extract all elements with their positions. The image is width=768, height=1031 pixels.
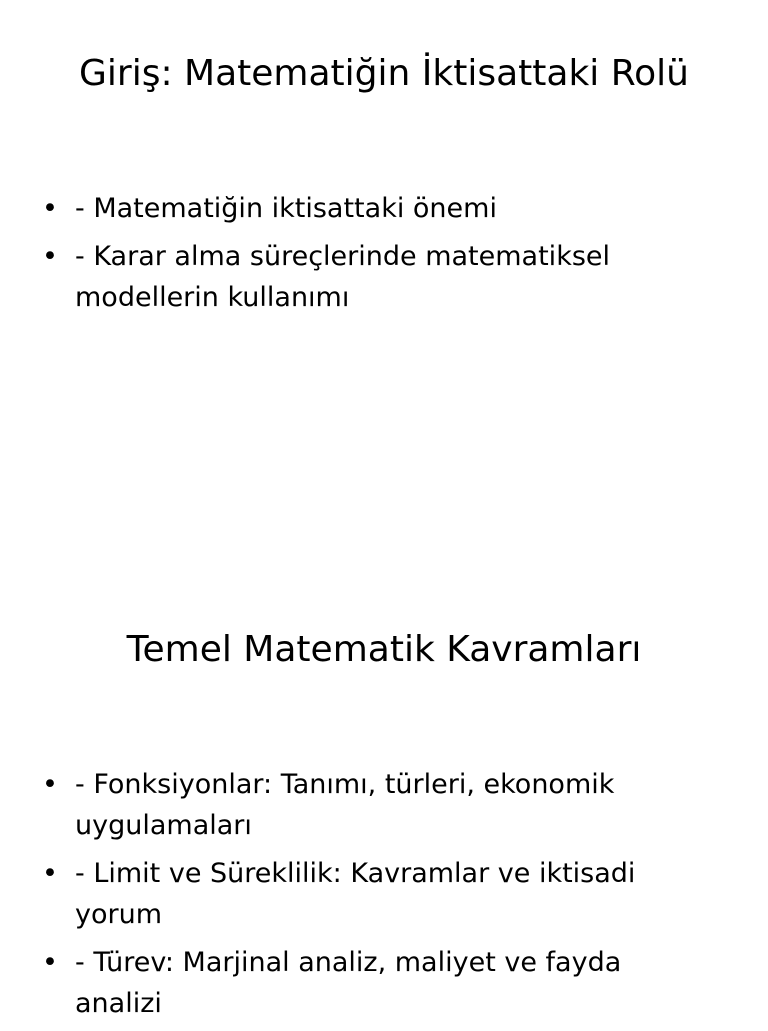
bullet-list [42,764,652,1031]
slide-title: Temel Matematik Kavramları [126,629,642,670]
bullet-text: - Matematiğin iktisattaki önemi [75,193,497,224]
bullet-icon: • [42,769,58,800]
bullet-icon: • [42,947,58,978]
slide-title: Giriş: Matematiğin İktisattaki Rolü [79,53,689,94]
bullet-icon: • [42,193,58,224]
list-item [42,236,652,318]
bullet-text: - Limit ve Süreklilik: Kavramlar ve iktisadi yorum [75,858,636,930]
bullet-text: - Karar alma süreçlerinde matematiksel modellerin kullanımı [75,241,611,313]
list-item [42,764,652,846]
list-item [42,188,652,229]
bullet-list [42,188,652,325]
bullet-icon: • [42,241,58,272]
list-item [42,853,652,935]
bullet-text: - Türev: Marjinal analiz, maliyet ve fayda analizi [75,947,622,1019]
slide-2 [0,576,768,1024]
list-item [42,942,652,1024]
bullet-icon: • [42,858,58,889]
bullet-text: - Fonksiyonlar: Tanımı, türleri, ekonomik uygulamaları [75,769,615,841]
